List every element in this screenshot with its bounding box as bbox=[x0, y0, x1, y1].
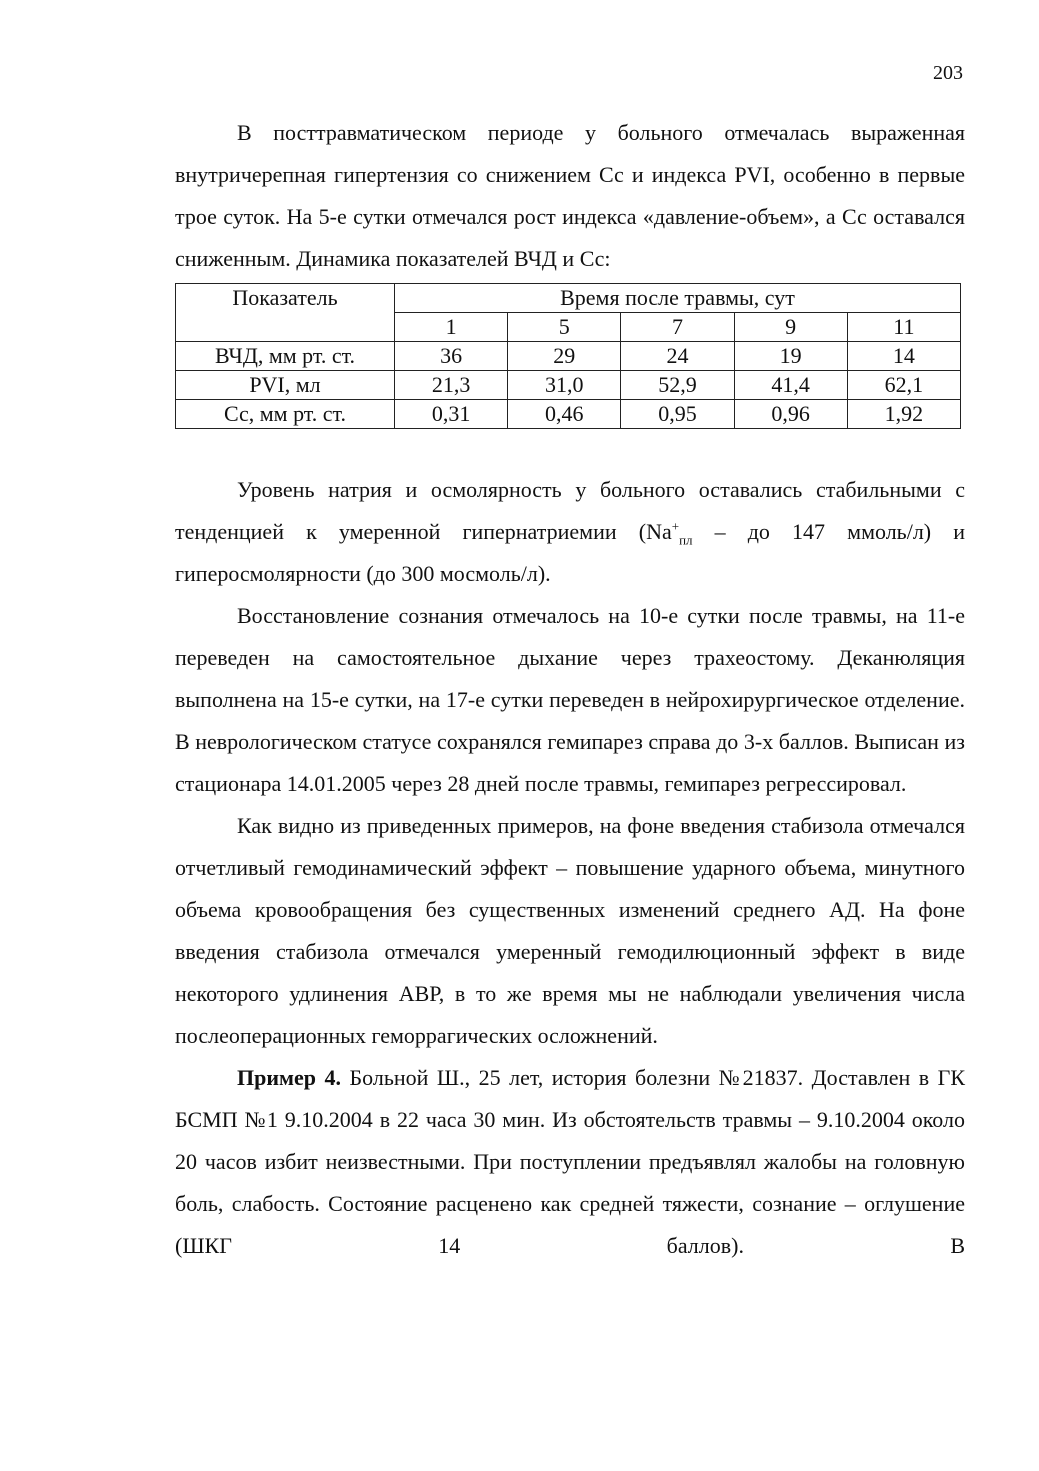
paragraph-3: Восстановление сознания отмечалось на 10-е сутки после травмы, на 11-е переведен на самостоятельное дыхание через трахеостому. Деканюляция выполнена на 15-е сутки, на 17-е сутки переведен в нейрохирургическое отделение. В неврологическом статусе сохранялся гемипарез справа до 3-х баллов. Выписан из стационара 14.01.2005 через 28 дней после травмы, гемипарез регрессировал. bbox=[175, 603, 965, 796]
example-heading: Пример 4. bbox=[237, 1065, 342, 1090]
table-header-row bbox=[176, 284, 961, 313]
table-cell: 21,3 bbox=[395, 371, 508, 400]
paragraph-1: В посттравматическом периоде у больного отмечалась выраженная внутричерепная гипертензия со снижением Сс и индекса PVI, особенно в первые трое суток. На 5-е сутки отмечался рост индекса «давление-объем», а Сс оставался сниженным. Динамика показателей ВЧД и Сс: bbox=[175, 120, 965, 271]
p5-text: Больной Ш., 25 лет, история болезни №21837. Доставлен в ГК БСМП №1 9.10.2004 в 22 часа 30 мин. Из обстоятельств травмы – 9.10.2004 около 20 часов избит неизвестными. При поступлении предъявлял жалобы на головную боль, слабость. Состояние расценено как средней тяжести, сознание – оглушение (ШКГ 14 баллов). В bbox=[175, 1065, 966, 1258]
icp-dynamics-table bbox=[175, 283, 961, 429]
header-indicator: Показатель bbox=[176, 284, 395, 342]
table-cell: 0,96 bbox=[734, 400, 847, 429]
table-cell: 24 bbox=[621, 342, 734, 371]
day-cell: 11 bbox=[847, 313, 960, 342]
day-cell: 7 bbox=[621, 313, 734, 342]
document-body bbox=[175, 112, 965, 1267]
paragraph-2 bbox=[175, 469, 965, 595]
na-subscript: пл bbox=[679, 532, 693, 548]
na-superscript: + bbox=[671, 518, 680, 534]
table-cell: 14 bbox=[847, 342, 960, 371]
table-row bbox=[176, 371, 961, 400]
row-label: PVI, мл bbox=[176, 371, 395, 400]
table-cell: 52,9 bbox=[621, 371, 734, 400]
table-cell: 1,92 bbox=[847, 400, 960, 429]
day-cell: 5 bbox=[508, 313, 621, 342]
table-row bbox=[176, 400, 961, 429]
header-time: Время после травмы, сут bbox=[395, 284, 961, 313]
p2-text-after: – до 147 ммоль/л) и гиперосмолярности (до 300 мосмоль/л). bbox=[175, 519, 966, 586]
paragraph-4: Как видно из приведенных примеров, на фоне введения стабизола отмечался отчетливый гемодинамический эффект – повышение ударного объема, минутного объема кровообращения без существенных изменений среднего АД. На фоне введения стабизола отмечался умеренный гемодилюционный эффект в виде некоторого удлинения АВР, в то же время мы не наблюдали увеличения числа послеоперационных геморрагических осложнений. bbox=[175, 813, 965, 1048]
table-cell: 29 bbox=[508, 342, 621, 371]
table-cell: 31,0 bbox=[508, 371, 621, 400]
page-number: 203 bbox=[933, 62, 963, 84]
table-cell: 62,1 bbox=[847, 371, 960, 400]
table-cell: 41,4 bbox=[734, 371, 847, 400]
p2-text-before: Уровень натрия и осмолярность у больного оставались стабильными с тенденцией к умеренной гипернатриемии (Na bbox=[175, 477, 965, 544]
table-cell: 0,31 bbox=[395, 400, 508, 429]
table-cell: 19 bbox=[734, 342, 847, 371]
table-cell: 0,46 bbox=[508, 400, 621, 429]
row-label: ВЧД, мм рт. ст. bbox=[176, 342, 395, 371]
row-label: Сс, мм рт. ст. bbox=[176, 400, 395, 429]
table-cell: 36 bbox=[395, 342, 508, 371]
table-row bbox=[176, 342, 961, 371]
table-cell: 0,95 bbox=[621, 400, 734, 429]
paragraph-5 bbox=[175, 1057, 965, 1267]
day-cell: 9 bbox=[734, 313, 847, 342]
day-cell: 1 bbox=[395, 313, 508, 342]
